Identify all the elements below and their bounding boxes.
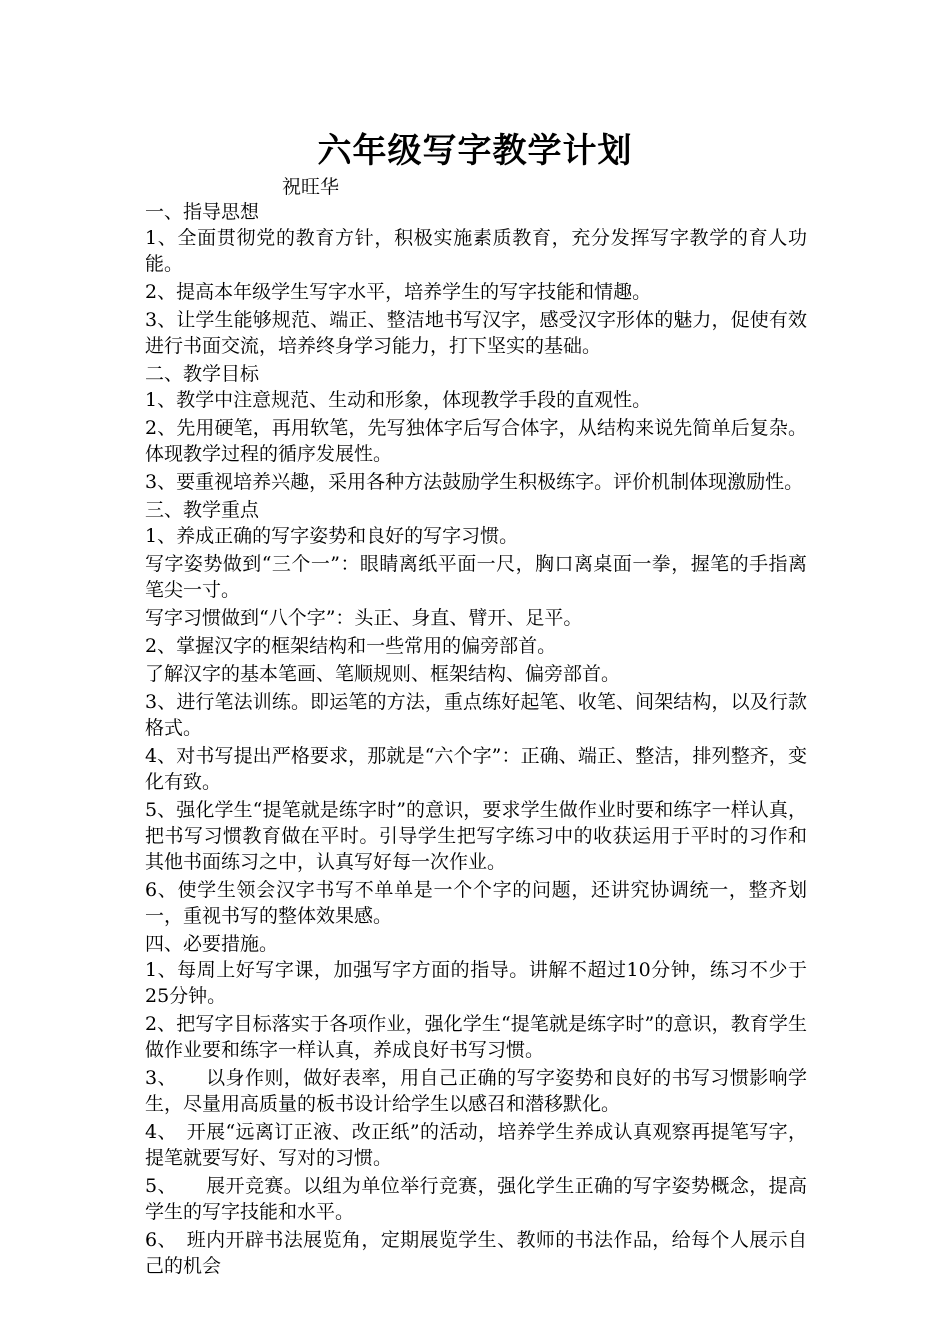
paragraph: 1、养成正确的写字姿势和良好的写字习惯。	[145, 525, 519, 547]
paragraph: 5、强化学生“提笔就是练字时”的意识，要求学生做作业时要和练字一样认真，把书写习惯教育做在平时。引导学生把写字练习中的收获运用于平时的习作和其他书面练习之中，认真写好每一次作业。	[145, 799, 807, 873]
paragraph: 2、把写字目标落实于各项作业，强化学生“提笔就是练字时”的意识，教育学生做作业要和练字一样认真，养成良好书写习惯。	[145, 1013, 807, 1061]
paragraph: 1、每周上好写字课，加强写字方面的指导。讲解不超过10分钟，练习不少于25分钟。	[145, 959, 807, 1007]
document-body	[145, 199, 807, 1281]
paragraph: 4、对书写提出严格要求，那就是“六个字”：正确、端正、整洁，排列整齐，变化有致。	[145, 745, 807, 793]
paragraph: 写字姿势做到“三个一”：眼睛离纸平面一尺，胸口离桌面一拳，握笔的手指离笔尖一寸。	[145, 553, 807, 601]
paragraph: 了解汉字的基本笔画、笔顺规则、框架结构、偏旁部首。	[145, 663, 621, 685]
paragraph: 3、让学生能够规范、端正、整洁地书写汉字，感受汉字形体的魅力，促使有效进行书面交流，培养终身学习能力，打下坚实的基础。	[145, 309, 807, 357]
section-heading: 三、教学重点	[145, 499, 260, 521]
section-heading: 二、教学目标	[145, 363, 260, 385]
paragraph: 3、进行笔法训练。即运笔的方法，重点练好起笔、收笔、间架结构，以及行款格式。	[145, 691, 807, 739]
paragraph: 2、提高本年级学生写字水平，培养学生的写字技能和情趣。	[145, 281, 652, 303]
document-title: 六年级写字教学计划	[317, 131, 633, 171]
paragraph: 3、要重视培养兴趣，采用各种方法鼓励学生积极练字。评价机制体现激励性。	[145, 471, 804, 493]
paragraph: 6、 班内开辟书法展览角，定期展览学生、教师的书法作品，给每个人展示自己的机会	[145, 1229, 807, 1277]
paragraph: 2、掌握汉字的框架结构和一些常用的偏旁部首。	[145, 635, 557, 657]
section-heading: 四、必要措施。	[145, 933, 279, 955]
paragraph: 1、全面贯彻党的教育方针，积极实施素质教育，充分发挥写字教学的育人功能。	[145, 227, 807, 275]
paragraph: 写字习惯做到“八个字”：头正、身直、臂开、足平。	[145, 607, 583, 629]
document-author: 祝旺华	[282, 176, 340, 198]
section-heading: 一、指导思想	[145, 201, 260, 223]
paragraph: 6、使学生领会汉字书写不单单是一个个字的问题，还讲究协调统一，整齐划一，重视书写的整体效果感。	[145, 879, 807, 927]
paragraph: 4、 开展“远离订正液、改正纸”的活动，培养学生养成认真观察再提笔写字，提笔就要写好、写对的习惯。	[145, 1121, 807, 1169]
paragraph: 1、教学中注意规范、生动和形象，体现教学手段的直观性。	[145, 389, 652, 411]
paragraph: 2、先用硬笔，再用软笔，先写独体字后写合体字，从结构来说先简单后复杂。体现教学过程的循序发展性。	[145, 417, 807, 465]
paragraph: 3、 以身作则，做好表率，用自己正确的写字姿势和良好的书写习惯影响学生，尽量用高质量的板书设计给学生以感召和潜移默化。	[145, 1067, 807, 1115]
paragraph: 5、 展开竞赛。以组为单位举行竞赛，强化学生正确的写字姿势概念，提高学生的写字技能和水平。	[145, 1175, 807, 1223]
